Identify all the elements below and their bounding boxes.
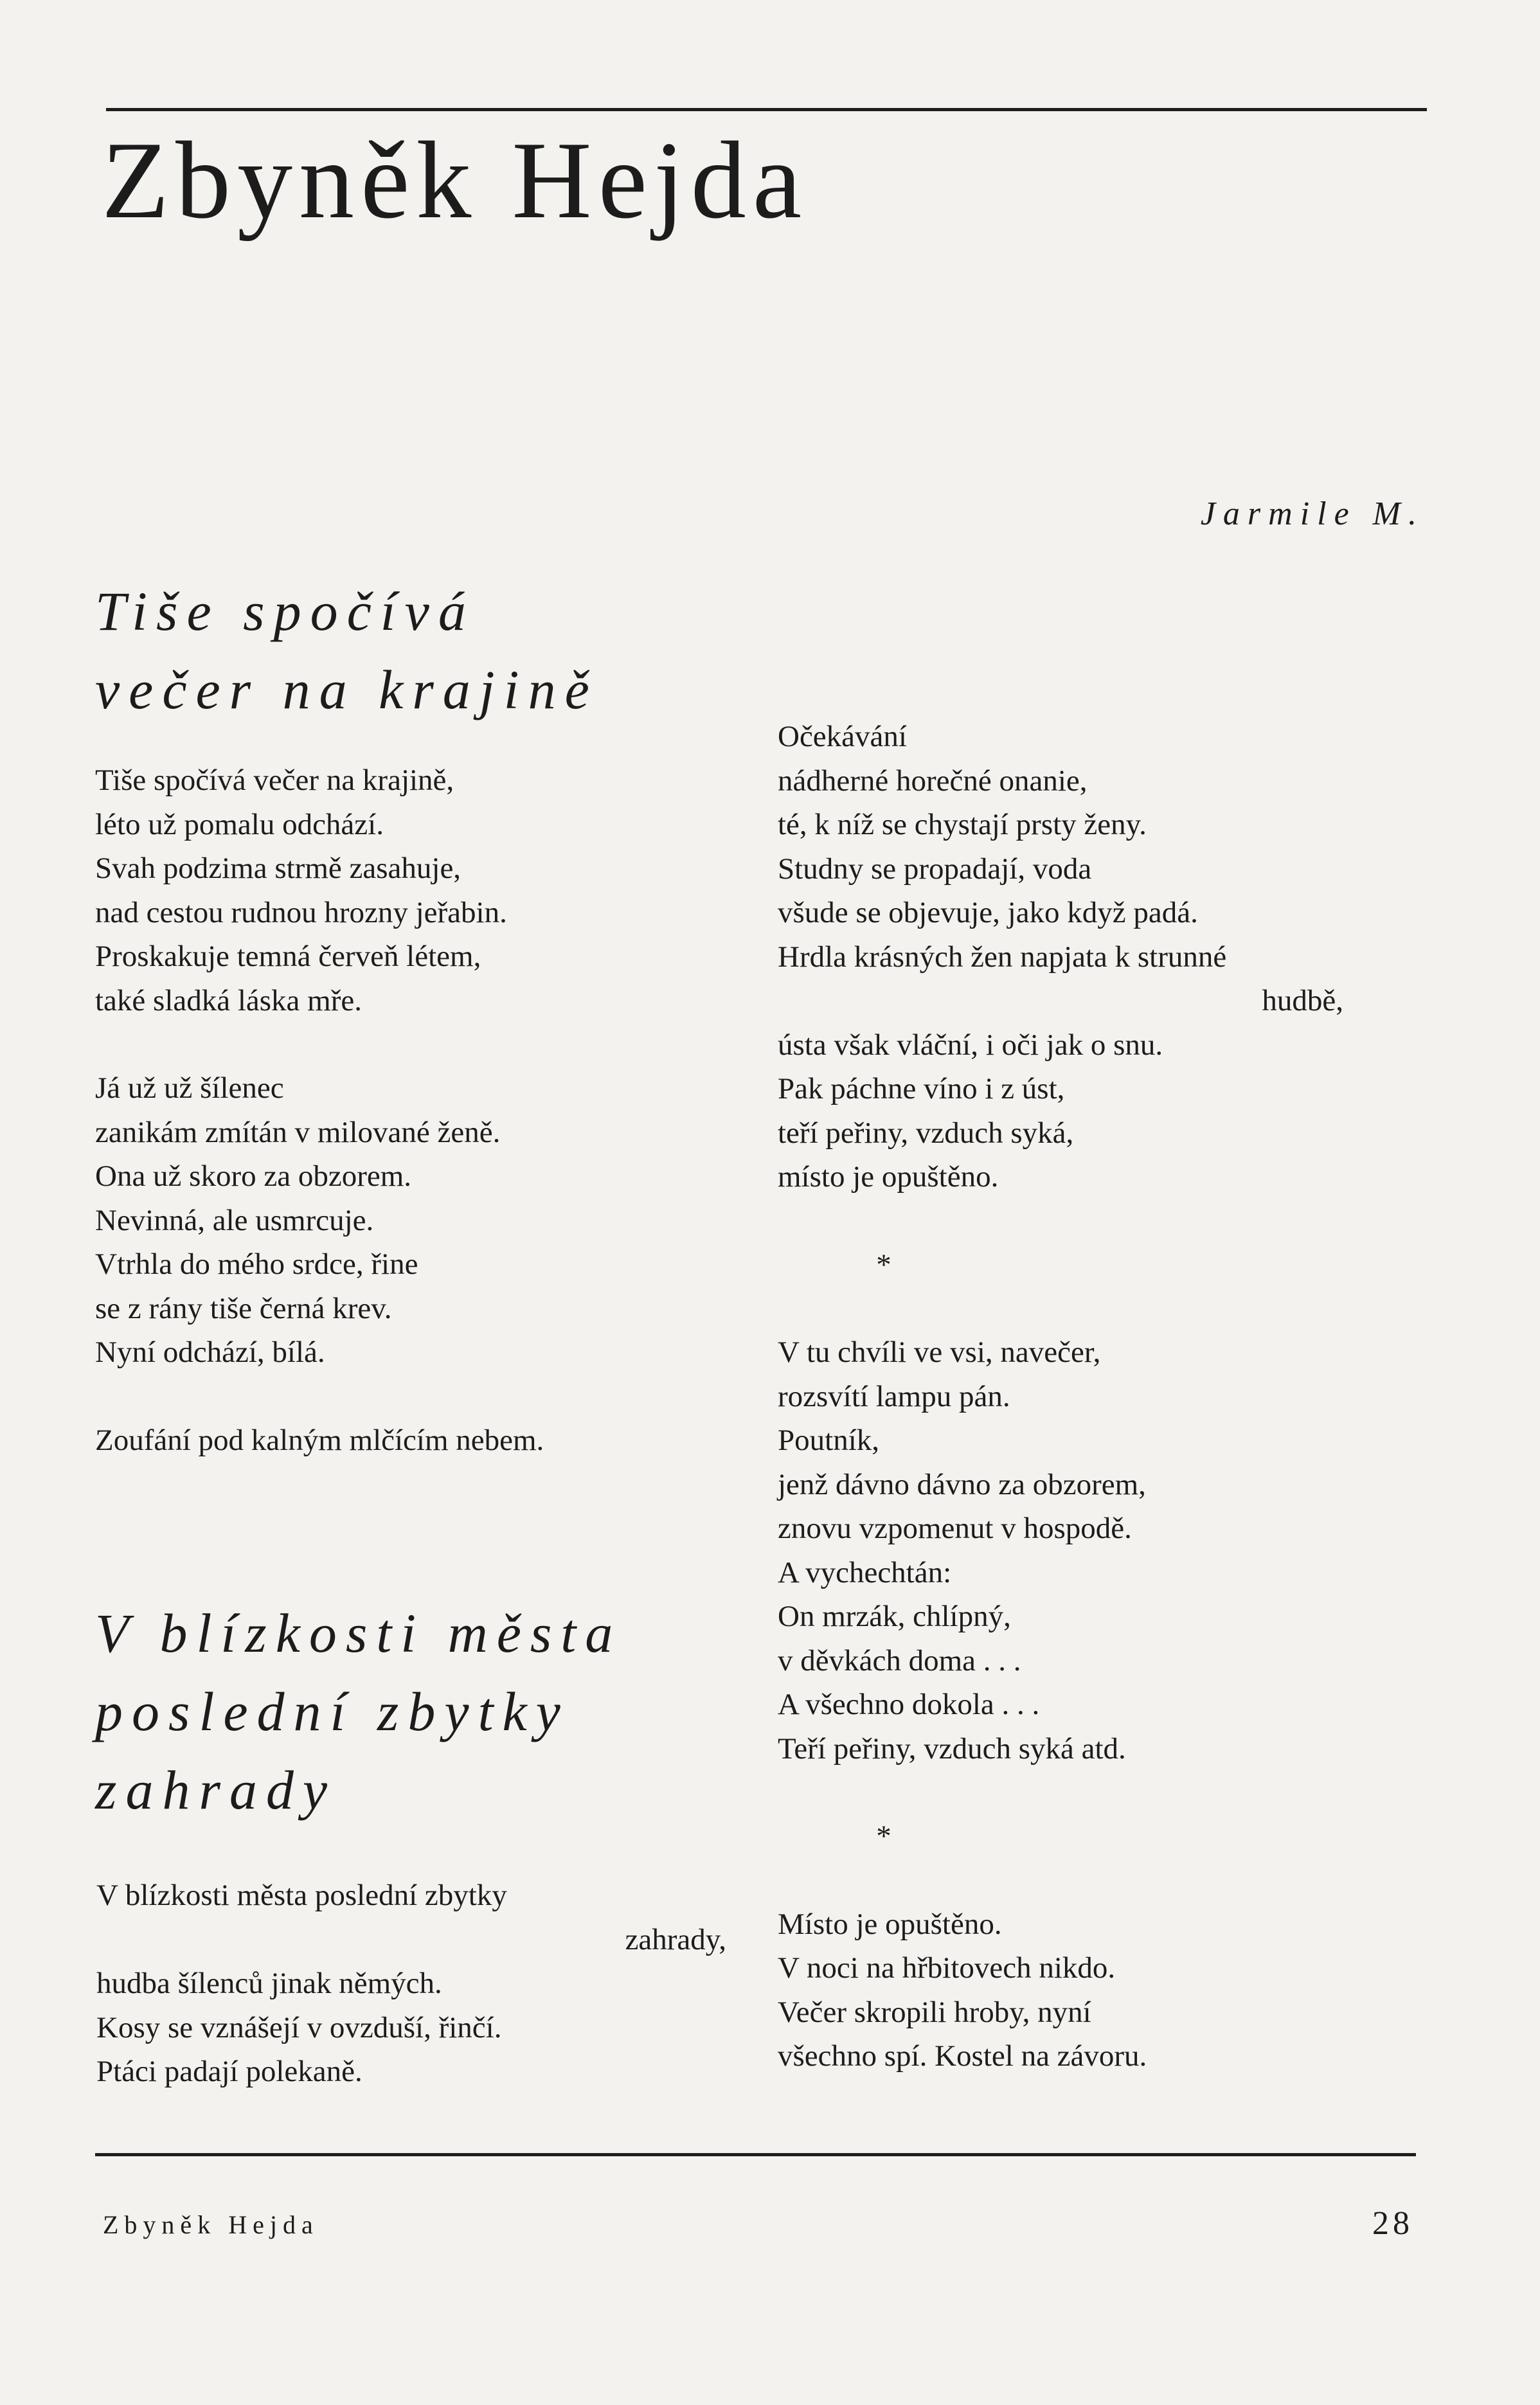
poem-line: Svah podzima strmě zasahuje, (95, 852, 461, 885)
poem-line: A všechno dokola . . . (778, 1688, 1040, 1721)
poem2-title-line: poslední zbytky (95, 1681, 569, 1742)
poem1-body (95, 758, 544, 1462)
page-number: 28 (1372, 2205, 1413, 2242)
poem-line: Já už už šílenec (95, 1071, 284, 1105)
poem-line: Studny se propadají, voda (778, 852, 1092, 886)
poem-line: rozsvítí lampu pán. (778, 1379, 1010, 1413)
poem-line: také sladká láska mře. (95, 983, 362, 1017)
poem-line: Pak páchne víno i z úst, (778, 1072, 1065, 1105)
section-separator: * (876, 1819, 891, 1853)
bottom-rule (95, 2153, 1416, 2156)
poem-line: teří peřiny, vzduch syká, (778, 1116, 1074, 1150)
poem-line: Tiše spočívá večer na krajině, (95, 764, 454, 797)
poem-line: znovu vzpomenut v hospodě. (778, 1512, 1132, 1545)
dedication: Jarmile M. (1200, 496, 1424, 532)
poem-line: jenž dávno dávno za obzorem, (778, 1467, 1146, 1501)
poem-line: všechno spí. Kostel na závoru. (778, 2039, 1147, 2073)
poem-line: místo je opuštěno. (778, 1160, 999, 1194)
poem-line: Kosy se vznášejí v ovzduší, řinčí. (96, 2010, 502, 2044)
right-column (778, 715, 1343, 2079)
poem-line: Ptáci padají polekaně. (96, 2055, 363, 2088)
poem-line: hudbě, (1262, 984, 1343, 1017)
poem-line: V tu chvíli ve vsi, navečer, (778, 1336, 1101, 1369)
poem2-title-line: V blízkosti města (95, 1602, 622, 1664)
section-separator: * (876, 1247, 891, 1282)
poem-line: zanikám zmítán v milované ženě. (95, 1115, 501, 1149)
poem-line: Večer skropili hroby, nyní (778, 1995, 1091, 2029)
poem-line: Nyní odchází, bílá. (95, 1336, 325, 1369)
poem-line: Hrdla krásných žen napjata k strunné (778, 940, 1227, 974)
poem1-title-line: Tiše spočívá (95, 580, 475, 642)
author-heading: Zbyněk Hejda (102, 120, 809, 242)
poem-line: On mrzák, chlípný, (778, 1600, 1011, 1633)
poem-line: v děvkách doma . . . (778, 1643, 1021, 1677)
poem-line: nad cestou rudnou hrozny jeřabin. (95, 895, 507, 929)
poem-line: Místo je opuštěno. (778, 1907, 1002, 1941)
poem-line: V blízkosti města poslední zbytky (96, 1879, 507, 1912)
poem-line: Teří peřiny, vzduch syká atd. (778, 1731, 1126, 1766)
poem1-title (95, 572, 598, 729)
poem-line: zahrady, (625, 1922, 726, 1956)
poem-line: Zoufání pod kalným mlčícím nebem. (95, 1423, 544, 1457)
poem2-title-line: zahrady (95, 1759, 337, 1821)
poem-line: nádherné horečné onanie, (778, 764, 1088, 798)
poem-line: A vychechtán: (778, 1555, 952, 1589)
poem2-body (96, 1873, 726, 2094)
running-head: Zbyněk Hejda (103, 2210, 319, 2239)
poem-line: Vtrhla do mého srdce, řine (95, 1247, 418, 1281)
poem-line: ústa však vláční, i oči jak o snu. (778, 1028, 1163, 1062)
poem-line: té, k níž se chystají prsty ženy. (778, 808, 1147, 841)
poem-line: Poutník, (778, 1424, 880, 1457)
poem-line: Nevinná, ale usmrcuje. (95, 1203, 374, 1237)
poem-line: Očekávání (778, 720, 907, 753)
poem-line: hudba šílenců jinak němých. (96, 1967, 442, 2000)
poem-line: V noci na hřbitovech nikdo. (778, 1951, 1116, 1985)
poem-line: se z rány tiše černá krev. (95, 1291, 392, 1325)
poem-line: léto už pomalu odchází. (95, 807, 384, 841)
poem1-title-line: večer na krajině (95, 659, 598, 720)
poem-line: Proskakuje temná červeň létem, (95, 940, 481, 973)
poem2-title (95, 1594, 622, 1829)
top-rule (106, 108, 1427, 111)
poem-line: Ona už skoro za obzorem. (95, 1159, 412, 1193)
poem-line: všude se objevuje, jako když padá. (778, 896, 1198, 929)
